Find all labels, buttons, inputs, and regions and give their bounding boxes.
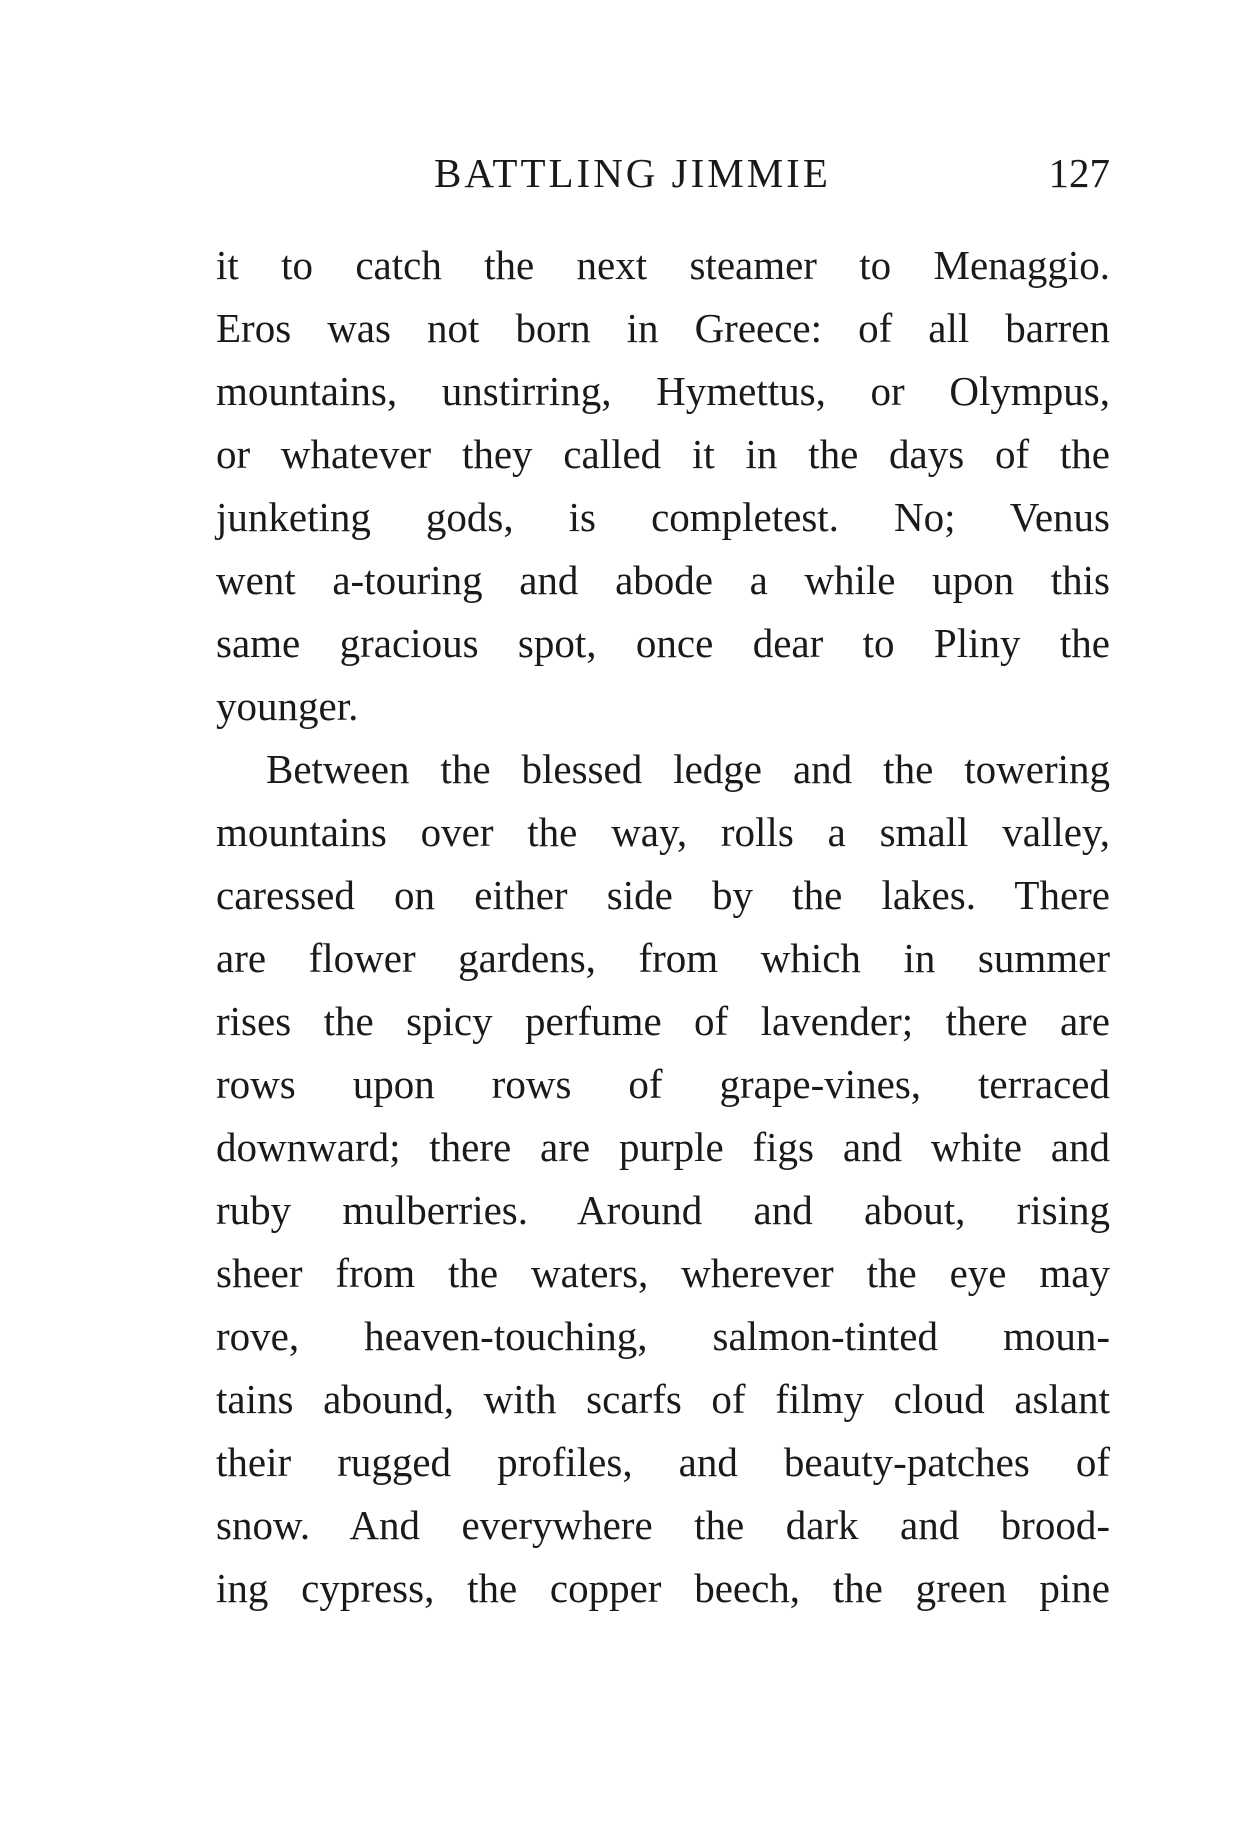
text-line: rises the spicy perfume of lavender; there are bbox=[216, 998, 1110, 1044]
text-line: caressed on either side by the lakes. There bbox=[216, 872, 1110, 918]
text-line: Eros was not born in Greece: of all barren bbox=[216, 305, 1110, 351]
text-line: sheer from the waters, wherever the eye may bbox=[216, 1250, 1110, 1296]
page-number: 127 bbox=[1048, 150, 1110, 196]
text-line: went a-touring and abode a while upon this bbox=[216, 557, 1110, 603]
paragraph-start-line: Between the blessed ledge and the towering bbox=[266, 746, 1110, 792]
text-line: ruby mulberries. Around and about, rising bbox=[216, 1187, 1110, 1233]
text-line: snow. And everywhere the dark and brood- bbox=[216, 1502, 1110, 1548]
text-line: their rugged profiles, and beauty-patches of bbox=[216, 1439, 1110, 1485]
text-line: tains abound, with scarfs of filmy cloud aslant bbox=[216, 1376, 1110, 1422]
text-line: downward; there are purple figs and white and bbox=[216, 1124, 1110, 1170]
text-line: mountains over the way, rolls a small valley, bbox=[216, 809, 1110, 855]
body-text bbox=[216, 234, 1110, 1620]
text-line: or whatever they called it in the days of the bbox=[216, 431, 1110, 477]
text-line: younger. bbox=[216, 683, 359, 729]
text-line: it to catch the next steamer to Menaggio. bbox=[216, 242, 1110, 288]
running-head bbox=[216, 143, 1110, 203]
text-line: ing cypress, the copper beech, the green pine bbox=[216, 1565, 1110, 1611]
text-line: same gracious spot, once dear to Pliny the bbox=[216, 620, 1110, 666]
text-line: rove, heaven-touching, salmon-tinted moun- bbox=[216, 1313, 1110, 1359]
text-line: are flower gardens, from which in summer bbox=[216, 935, 1110, 981]
text-line: junketing gods, is completest. No; Venus bbox=[216, 494, 1110, 540]
text-line: mountains, unstirring, Hymettus, or Olympus, bbox=[216, 368, 1110, 414]
running-title: BATTLING JIMMIE bbox=[434, 150, 831, 196]
text-line: rows upon rows of grape-vines, terraced bbox=[216, 1061, 1110, 1107]
